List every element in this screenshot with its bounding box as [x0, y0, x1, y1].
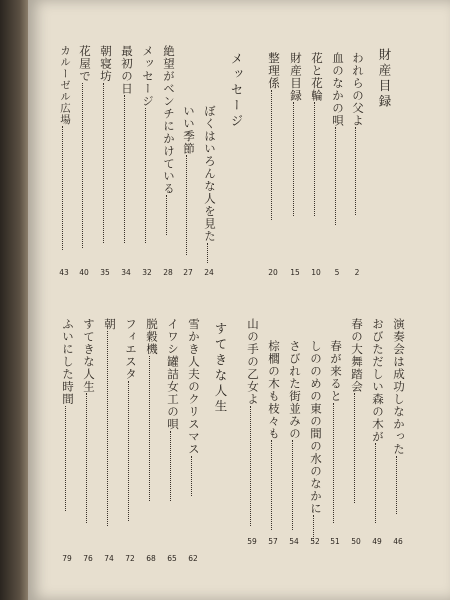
entry-title: いい季節 [182, 105, 196, 155]
entry-title: 朝寝坊 [99, 45, 113, 83]
page-number: 62 [188, 554, 198, 563]
toc-entry [331, 52, 345, 225]
leader-dots [65, 406, 66, 511]
entry-title: 春の大舞踏会 [350, 318, 364, 393]
book-spine-edge [0, 0, 28, 600]
page-number: 65 [167, 554, 177, 563]
section-heading: すてきな人生 [213, 322, 228, 415]
toc-entry [124, 318, 138, 521]
page-number: 54 [289, 537, 299, 546]
leader-dots [355, 127, 356, 215]
leader-dots [271, 440, 272, 530]
toc-entry [288, 340, 302, 530]
page-number: 27 [183, 268, 193, 277]
page-number: 49 [372, 537, 382, 546]
toc-entry [162, 45, 176, 235]
section-heading: 財産目録 [377, 48, 392, 110]
entry-title: カルーゼル広場 [59, 45, 71, 126]
toc-entry [309, 340, 323, 541]
entry-title: 花屋で [78, 45, 92, 83]
toc-entry [103, 318, 117, 526]
page-number: 68 [146, 554, 156, 563]
leader-dots [166, 195, 167, 235]
leader-dots [396, 456, 397, 514]
leader-dots [107, 331, 108, 526]
toc-entry [82, 318, 96, 523]
leader-dots [271, 90, 272, 220]
page-number: 72 [125, 554, 135, 563]
entry-title: われらの父よ [351, 52, 365, 127]
toc-entry [61, 318, 75, 511]
entry-title: 雪かき人夫のクリスマス [187, 318, 201, 456]
toc-entry [99, 45, 113, 243]
page-number: 20 [268, 268, 278, 277]
entry-title: おびただしい森の木が [371, 318, 385, 443]
page-number: 15 [290, 268, 300, 277]
toc-entry [203, 105, 217, 263]
entry-title: 春が来ると [329, 340, 343, 403]
page-number: 2 [354, 268, 360, 277]
toc-entry [120, 45, 134, 243]
entry-title: メッセージ [141, 45, 155, 108]
page-number: 24 [204, 268, 214, 277]
entry-title: 財産目録 [289, 52, 303, 102]
page-number: 52 [310, 537, 320, 546]
toc-entry [329, 340, 343, 523]
page-number: 51 [330, 537, 340, 546]
page-number: 43 [59, 268, 69, 277]
leader-dots [292, 440, 293, 530]
leader-dots [191, 456, 192, 496]
toc-entry [187, 318, 201, 496]
leader-dots [170, 431, 171, 501]
leader-dots [333, 403, 334, 523]
page-number: 79 [62, 554, 72, 563]
entry-title: 整理係 [267, 52, 281, 90]
entry-title: イワシ罐詰女工の唄 [166, 318, 180, 431]
toc-entry [246, 318, 260, 526]
toc-entry [310, 52, 324, 216]
page-number: 34 [121, 268, 131, 277]
leader-dots [62, 126, 63, 250]
leader-dots [186, 155, 187, 255]
toc-entry [371, 318, 385, 523]
toc-entry [351, 52, 365, 215]
leader-dots [335, 127, 336, 225]
entry-title: ふいにした時間 [61, 318, 75, 406]
toc-entry [141, 45, 155, 243]
toc-entry [78, 45, 92, 248]
toc-entry [267, 52, 281, 220]
section-heading: メッセージ [229, 52, 244, 130]
entry-title: 血のなかの唄 [331, 52, 345, 127]
entry-title: すてきな人生 [82, 318, 96, 393]
page-number: 46 [393, 537, 403, 546]
entry-title: フィエスタ [124, 318, 138, 381]
leader-dots [293, 102, 294, 216]
leader-dots [103, 83, 104, 243]
page-number: 59 [247, 537, 257, 546]
entry-title: 絶望がベンチにかけている [162, 45, 176, 195]
entry-title: しののめの東の間の水のなかに [309, 340, 323, 515]
toc-entry [350, 318, 364, 503]
entry-title: 棕櫚の木も枝々も [267, 340, 281, 440]
page-number: 5 [334, 268, 340, 277]
leader-dots [149, 356, 150, 501]
leader-dots [124, 95, 125, 243]
toc-entry [267, 340, 281, 530]
toc-page [28, 0, 450, 600]
page-number: 50 [351, 537, 361, 546]
leader-dots [314, 102, 315, 216]
toc-entry [392, 318, 406, 514]
leader-dots [128, 381, 129, 521]
page-number: 40 [79, 268, 89, 277]
toc-entry [145, 318, 159, 501]
leader-dots [375, 443, 376, 523]
entry-title: さびれた街並みの [288, 340, 302, 440]
entry-title: 山の手の乙女よ [246, 318, 260, 406]
page-number: 57 [268, 537, 278, 546]
entry-title: 最初の日 [120, 45, 134, 95]
leader-dots [86, 393, 87, 523]
entry-title: 演奏会は成功しなかった [392, 318, 406, 456]
toc-entry [58, 45, 72, 250]
leader-dots [207, 243, 208, 263]
page-number: 76 [83, 554, 93, 563]
toc-entry [289, 52, 303, 216]
page-number: 28 [163, 268, 173, 277]
leader-dots [145, 108, 146, 243]
entry-title: 脱穀機 [145, 318, 159, 356]
entry-title: 花と花輪 [310, 52, 324, 102]
leader-dots [250, 406, 251, 526]
entry-title: 朝 [103, 318, 117, 331]
page-number: 10 [311, 268, 321, 277]
toc-entry [182, 105, 196, 255]
leader-dots [354, 393, 355, 503]
toc-entry [166, 318, 180, 501]
page-number: 32 [142, 268, 152, 277]
page-number: 74 [104, 554, 114, 563]
leader-dots [82, 83, 83, 248]
entry-title: ぼくはいろんな人を見た [203, 105, 217, 243]
page-number: 35 [100, 268, 110, 277]
